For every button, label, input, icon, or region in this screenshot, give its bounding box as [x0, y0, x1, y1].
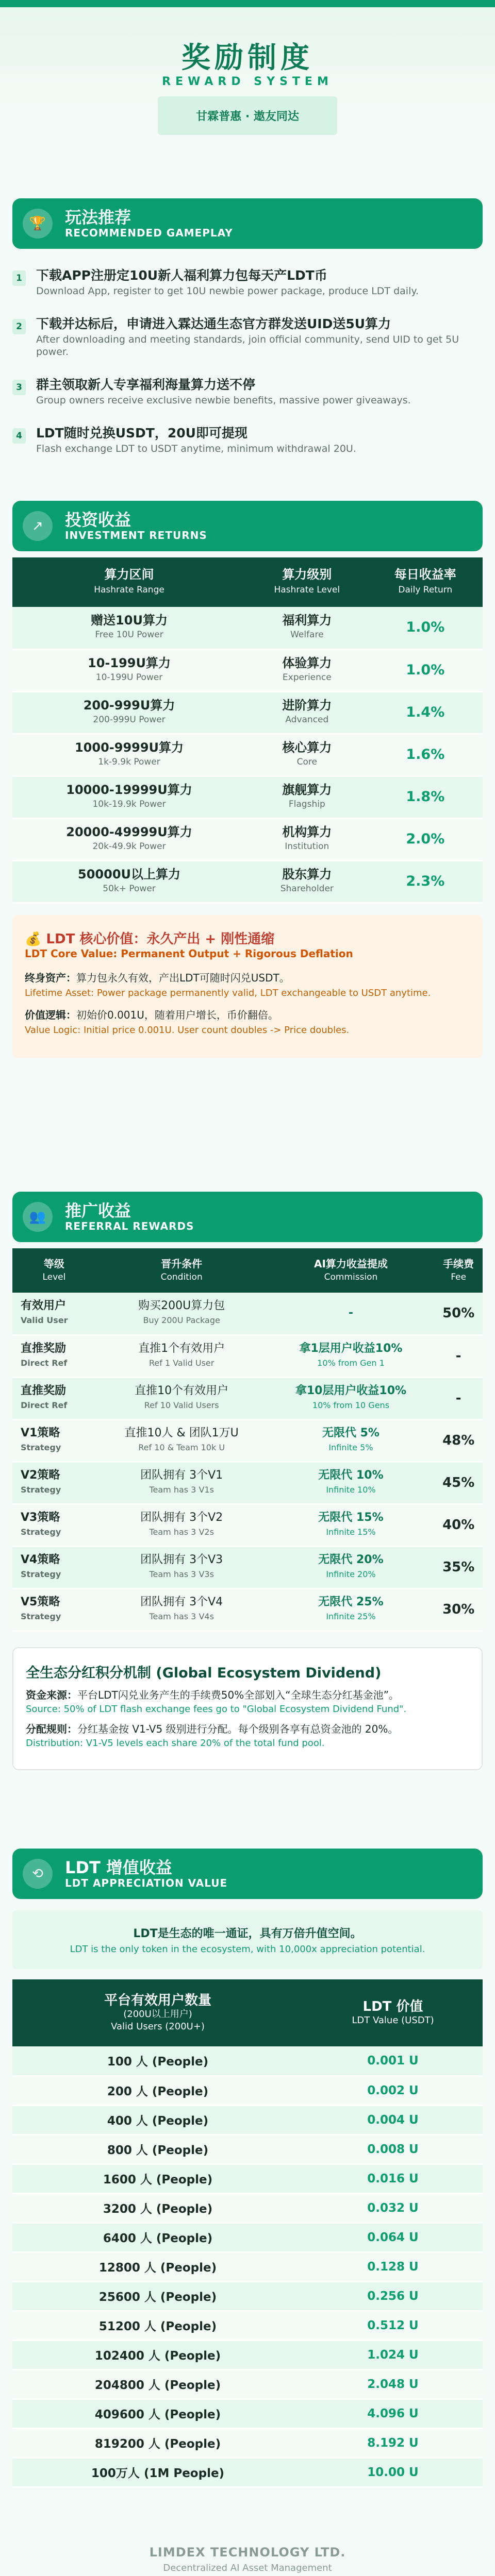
core-line-2-en: Value Logic: Initial price 0.001U. User count doubles -> Price doubles.	[25, 1024, 350, 1036]
hashrate-range: 赠送10U算力 Free 10U Power	[12, 607, 246, 649]
table-row	[12, 860, 483, 903]
referral-subtitle: REFERRAL REWARDS	[65, 1220, 194, 1232]
valid-users: 200 人 (People)	[12, 2076, 303, 2105]
valid-users: 400 人 (People)	[12, 2105, 303, 2134]
referral-commission: 无限代 5% Infinite 5%	[268, 1419, 435, 1462]
ldt-value: 0.002 U	[303, 2076, 483, 2105]
daily-return: 1.0%	[368, 607, 483, 649]
table-row	[12, 2252, 483, 2281]
core-title: 💰 LDT 核心价值：永久产出 + 刚性通缩	[25, 931, 275, 947]
col-value: LDT 价值 LDT Value (USDT)	[303, 1979, 483, 2046]
investment-header	[12, 501, 483, 551]
table-row	[12, 2105, 483, 2134]
page-header	[0, 0, 495, 123]
step-text: LDT随时兑换USDT，20U即可提现	[36, 426, 248, 440]
investment-table	[12, 557, 483, 904]
col-users: 平台有效用户数量 (200U以上用户) Valid Users (200U+)	[12, 1979, 303, 2046]
only-token-note	[12, 1910, 483, 1969]
valid-users: 100 人 (People)	[12, 2046, 303, 2076]
valid-users: 102400 人 (People)	[12, 2340, 303, 2369]
investment-col-header: 算力区间 Hashrate Range	[12, 557, 246, 607]
appreciation-section	[12, 1849, 483, 2488]
ldt-value: 10.00 U	[303, 2458, 483, 2487]
ldt-value: 0.032 U	[303, 2193, 483, 2223]
referral-level: 直推奖励 Direct Ref	[12, 1335, 96, 1377]
referral-commission: 拿1层用户收益10% 10% from Gen 1	[268, 1335, 435, 1377]
appreciation-subtitle: LDT APPRECIATION VALUE	[65, 1877, 228, 1889]
ldt-value: 1.024 U	[303, 2340, 483, 2369]
ldt-value: 0.008 U	[303, 2134, 483, 2164]
referral-col-header: 手续费 Fee	[434, 1248, 483, 1293]
hashrate-level: 机构算力 Institution	[246, 818, 368, 860]
table-row	[12, 1588, 483, 1631]
investment-subtitle: INVESTMENT RETURNS	[65, 529, 207, 541]
daily-return: 1.4%	[368, 691, 483, 734]
referral-commission: 无限代 25% Infinite 25%	[268, 1588, 435, 1631]
valid-users: 409600 人 (People)	[12, 2399, 303, 2428]
steps-list	[12, 266, 483, 455]
table-row	[12, 2311, 483, 2340]
hashrate-level: 进阶算力 Advanced	[246, 691, 368, 734]
table-row	[12, 1462, 483, 1504]
hashrate-range: 200-999U算力 200-999U Power	[12, 691, 246, 734]
gameplay-section	[12, 198, 483, 455]
referral-col-header: AI算力收益提成 Commission	[268, 1248, 435, 1293]
table-row	[12, 1419, 483, 1462]
hashrate-range: 10-199U算力 10-199U Power	[12, 649, 246, 691]
core-value-box	[12, 915, 483, 1058]
global-line-1-en: Source: 50% of LDT flash exchange fees go to "Global Ecosystem Dividend Fund".	[26, 1703, 407, 1715]
table-row	[12, 818, 483, 860]
referral-level: 直推奖励 Direct Ref	[12, 1377, 96, 1419]
table-row	[12, 2134, 483, 2164]
valid-users: 819200 人 (People)	[12, 2428, 303, 2458]
table-row	[12, 2076, 483, 2105]
referral-commission: 无限代 15% Infinite 15%	[268, 1504, 435, 1546]
global-dividend-title: 全生态分红积分机制 (Global Ecosystem Dividend)	[26, 1665, 382, 1681]
gameplay-title: 玩法推荐	[65, 208, 131, 227]
ldt-value: 0.016 U	[303, 2164, 483, 2193]
referral-condition: 直推10人 & 团队1万U Ref 10 & Team 10k U	[96, 1419, 268, 1462]
global-line-1: 资金来源：平台LDT闪兑业务产生的手续费50%全部划入“全球生态分红基金池”。	[26, 1688, 399, 1701]
trend-up-icon: ↗	[23, 511, 53, 541]
table-row	[12, 1293, 483, 1335]
global-line-2: 分配规则：分红基金按 V1-V5 级别进行分配。每个级别各享有总资金池的 20%。	[26, 1722, 399, 1735]
only-token-text-en: LDT is the only token in the ecosystem, with 10,000x appreciation potential.	[70, 1944, 425, 1955]
table-row	[12, 2164, 483, 2193]
valid-users: 12800 人 (People)	[12, 2252, 303, 2281]
valid-users: 25600 人 (People)	[12, 2281, 303, 2311]
ldt-value: 0.256 U	[303, 2281, 483, 2311]
valid-users: 204800 人 (People)	[12, 2369, 303, 2399]
table-row	[12, 2193, 483, 2223]
referral-commission: 无限代 20% Infinite 20%	[268, 1546, 435, 1588]
hashrate-level: 股东算力 Shareholder	[246, 860, 368, 903]
table-row	[12, 649, 483, 691]
ldt-value: 4.096 U	[303, 2399, 483, 2428]
referral-header	[12, 1192, 483, 1242]
table-row	[12, 2428, 483, 2458]
referral-level: V3策略 Strategy	[12, 1504, 96, 1546]
hashrate-level: 核心算力 Core	[246, 734, 368, 776]
page-subtitle: REWARD SYSTEM	[162, 75, 333, 88]
gameplay-step	[12, 315, 483, 358]
gameplay-subtitle: RECOMMENDED GAMEPLAY	[65, 227, 233, 239]
daily-return: 1.8%	[368, 776, 483, 818]
step-number: 2	[12, 319, 26, 334]
referral-condition: 直推10个有效用户 Ref 10 Valid Users	[96, 1377, 268, 1419]
referral-table	[12, 1248, 483, 1632]
trophy-icon: 🏆	[23, 209, 53, 239]
daily-return: 2.3%	[368, 860, 483, 903]
referral-level: V1策略 Strategy	[12, 1419, 96, 1462]
referral-fee: 48%	[434, 1419, 483, 1462]
core-line-2: 价值逻辑：初始价0.001U，随着用户增长，币价翻倍。	[25, 1008, 278, 1021]
core-line-1-en: Lifetime Asset: Power package permanently valid, LDT exchangeable to USDT anytime.	[25, 987, 431, 998]
referral-commission: 无限代 10% Infinite 10%	[268, 1462, 435, 1504]
table-row	[12, 691, 483, 734]
ldt-value: 2.048 U	[303, 2369, 483, 2399]
hashrate-level: 福利算力 Welfare	[246, 607, 368, 649]
step-text: 群主领取新人专享福利海量算力送不停	[36, 377, 256, 392]
referral-condition: 团队拥有 3个V4 Team has 3 V4s	[96, 1588, 268, 1631]
global-dividend-box	[12, 1647, 483, 1770]
table-row	[12, 1335, 483, 1377]
referral-condition: 团队拥有 3个V1 Team has 3 V1s	[96, 1462, 268, 1504]
daily-return: 2.0%	[368, 818, 483, 860]
ldt-value: 8.192 U	[303, 2428, 483, 2458]
referral-fee: 40%	[434, 1504, 483, 1546]
referral-col-header: 等级 Level	[12, 1248, 96, 1293]
referral-fee: 45%	[434, 1462, 483, 1504]
referral-condition: 团队拥有 3个V3 Team has 3 V3s	[96, 1546, 268, 1588]
core-title-en: LDT Core Value: Permanent Output + Rigorous Deflation	[25, 947, 353, 960]
only-token-text: LDT是生态的唯一通证，具有万倍升值空间。	[133, 1927, 362, 1940]
table-row	[12, 2369, 483, 2399]
table-row	[12, 2046, 483, 2076]
referral-condition: 直推1个有效用户 Ref 1 Valid User	[96, 1335, 268, 1377]
hashrate-range: 1000-9999U算力 1k-9.9k Power	[12, 734, 246, 776]
top-accent-bar	[0, 0, 495, 7]
step-number: 1	[12, 270, 26, 286]
referral-level: V4策略 Strategy	[12, 1546, 96, 1588]
footer-company: LIMDEX TECHNOLOGY LTD.	[149, 2545, 346, 2560]
valid-users: 6400 人 (People)	[12, 2223, 303, 2252]
users-icon: 👥	[23, 1202, 53, 1232]
referral-condition: 购买200U算力包 Buy 200U Package	[96, 1293, 268, 1335]
appreciation-title: LDT 增值收益	[65, 1858, 172, 1877]
step-text-en: After downloading and meeting standards, join official community, send UID to get 5U power.	[36, 334, 459, 358]
referral-level: V5策略 Strategy	[12, 1588, 96, 1631]
referral-commission: 拿10层用户收益10% 10% from 10 Gens	[268, 1377, 435, 1419]
valid-users: 1600 人 (People)	[12, 2164, 303, 2193]
core-line-1: 终身资产：算力包永久有效，产出LDT可随时闪兑USDT。	[25, 971, 290, 984]
hashrate-range: 50000U以上算力 50k+ Power	[12, 860, 246, 903]
share-icon: ⟲	[23, 1859, 53, 1889]
table-row	[12, 1504, 483, 1546]
investment-col-header: 算力级别 Hashrate Level	[246, 557, 368, 607]
page-title: 奖励制度	[182, 41, 314, 75]
footer-tagline: Decentralized AI Asset Management	[163, 2563, 332, 2573]
investment-section	[12, 501, 483, 1058]
appreciation-table	[12, 1979, 483, 2488]
gameplay-step	[12, 266, 483, 297]
ldt-value: 0.128 U	[303, 2252, 483, 2281]
referral-commission: -	[268, 1293, 435, 1335]
table-row	[12, 2223, 483, 2252]
valid-users: 3200 人 (People)	[12, 2193, 303, 2223]
step-text: 下载APP注册定10U新人福利算力包每天产LDT币	[36, 268, 327, 283]
table-row	[12, 1377, 483, 1419]
referral-level: 有效用户 Valid User	[12, 1293, 96, 1335]
table-row	[12, 1546, 483, 1588]
referral-fee: -	[434, 1377, 483, 1419]
table-row	[12, 2458, 483, 2487]
hashrate-level: 旗舰算力 Flagship	[246, 776, 368, 818]
table-row	[12, 2399, 483, 2428]
step-text: 下载并达标后，申请进入霖达通生态官方群发送UID送5U算力	[36, 316, 391, 331]
table-row	[12, 734, 483, 776]
table-row	[12, 776, 483, 818]
valid-users: 800 人 (People)	[12, 2134, 303, 2164]
step-number: 3	[12, 380, 26, 395]
hashrate-range: 20000-49999U算力 20k-49.9k Power	[12, 818, 246, 860]
table-row	[12, 2340, 483, 2369]
referral-fee: 50%	[434, 1293, 483, 1335]
table-row	[12, 2281, 483, 2311]
investment-col-header: 每日收益率 Daily Return	[368, 557, 483, 607]
global-line-2-en: Distribution: V1-V5 levels each share 20% of the total fund pool.	[26, 1737, 325, 1749]
valid-users: 51200 人 (People)	[12, 2311, 303, 2340]
table-row	[12, 607, 483, 649]
gameplay-header	[12, 198, 483, 249]
gameplay-step	[12, 376, 483, 406]
referral-condition: 团队拥有 3个V2 Team has 3 V2s	[96, 1504, 268, 1546]
gameplay-step	[12, 424, 483, 455]
hashrate-range: 10000-19999U算力 10k-19.9k Power	[12, 776, 246, 818]
daily-return: 1.6%	[368, 734, 483, 776]
appreciation-header	[12, 1849, 483, 1899]
valid-users: 100万人 (1M People)	[12, 2458, 303, 2487]
referral-fee: -	[434, 1335, 483, 1377]
referral-fee: 35%	[434, 1546, 483, 1588]
referral-section	[12, 1192, 483, 1770]
step-text-en: Download App, register to get 10U newbie power package, produce LDT daily.	[36, 285, 419, 297]
ldt-value: 0.512 U	[303, 2311, 483, 2340]
referral-fee: 30%	[434, 1588, 483, 1631]
referral-level: V2策略 Strategy	[12, 1462, 96, 1504]
step-text-en: Flash exchange LDT to USDT anytime, minimum withdrawal 20U.	[36, 443, 356, 454]
step-number: 4	[12, 428, 26, 444]
hashrate-level: 体验算力 Experience	[246, 649, 368, 691]
step-text-en: Group owners receive exclusive newbie benefits, massive power giveaways.	[36, 395, 411, 406]
tagline-pill: 甘霖普惠 · 遨友同达	[158, 96, 337, 135]
referral-col-header: 晋升条件 Condition	[96, 1248, 268, 1293]
footer	[0, 2545, 495, 2573]
daily-return: 1.0%	[368, 649, 483, 691]
ldt-value: 0.004 U	[303, 2105, 483, 2134]
investment-title: 投资收益	[65, 510, 131, 530]
ldt-value: 0.001 U	[303, 2046, 483, 2076]
ldt-value: 0.064 U	[303, 2223, 483, 2252]
referral-title: 推广收益	[65, 1201, 131, 1221]
